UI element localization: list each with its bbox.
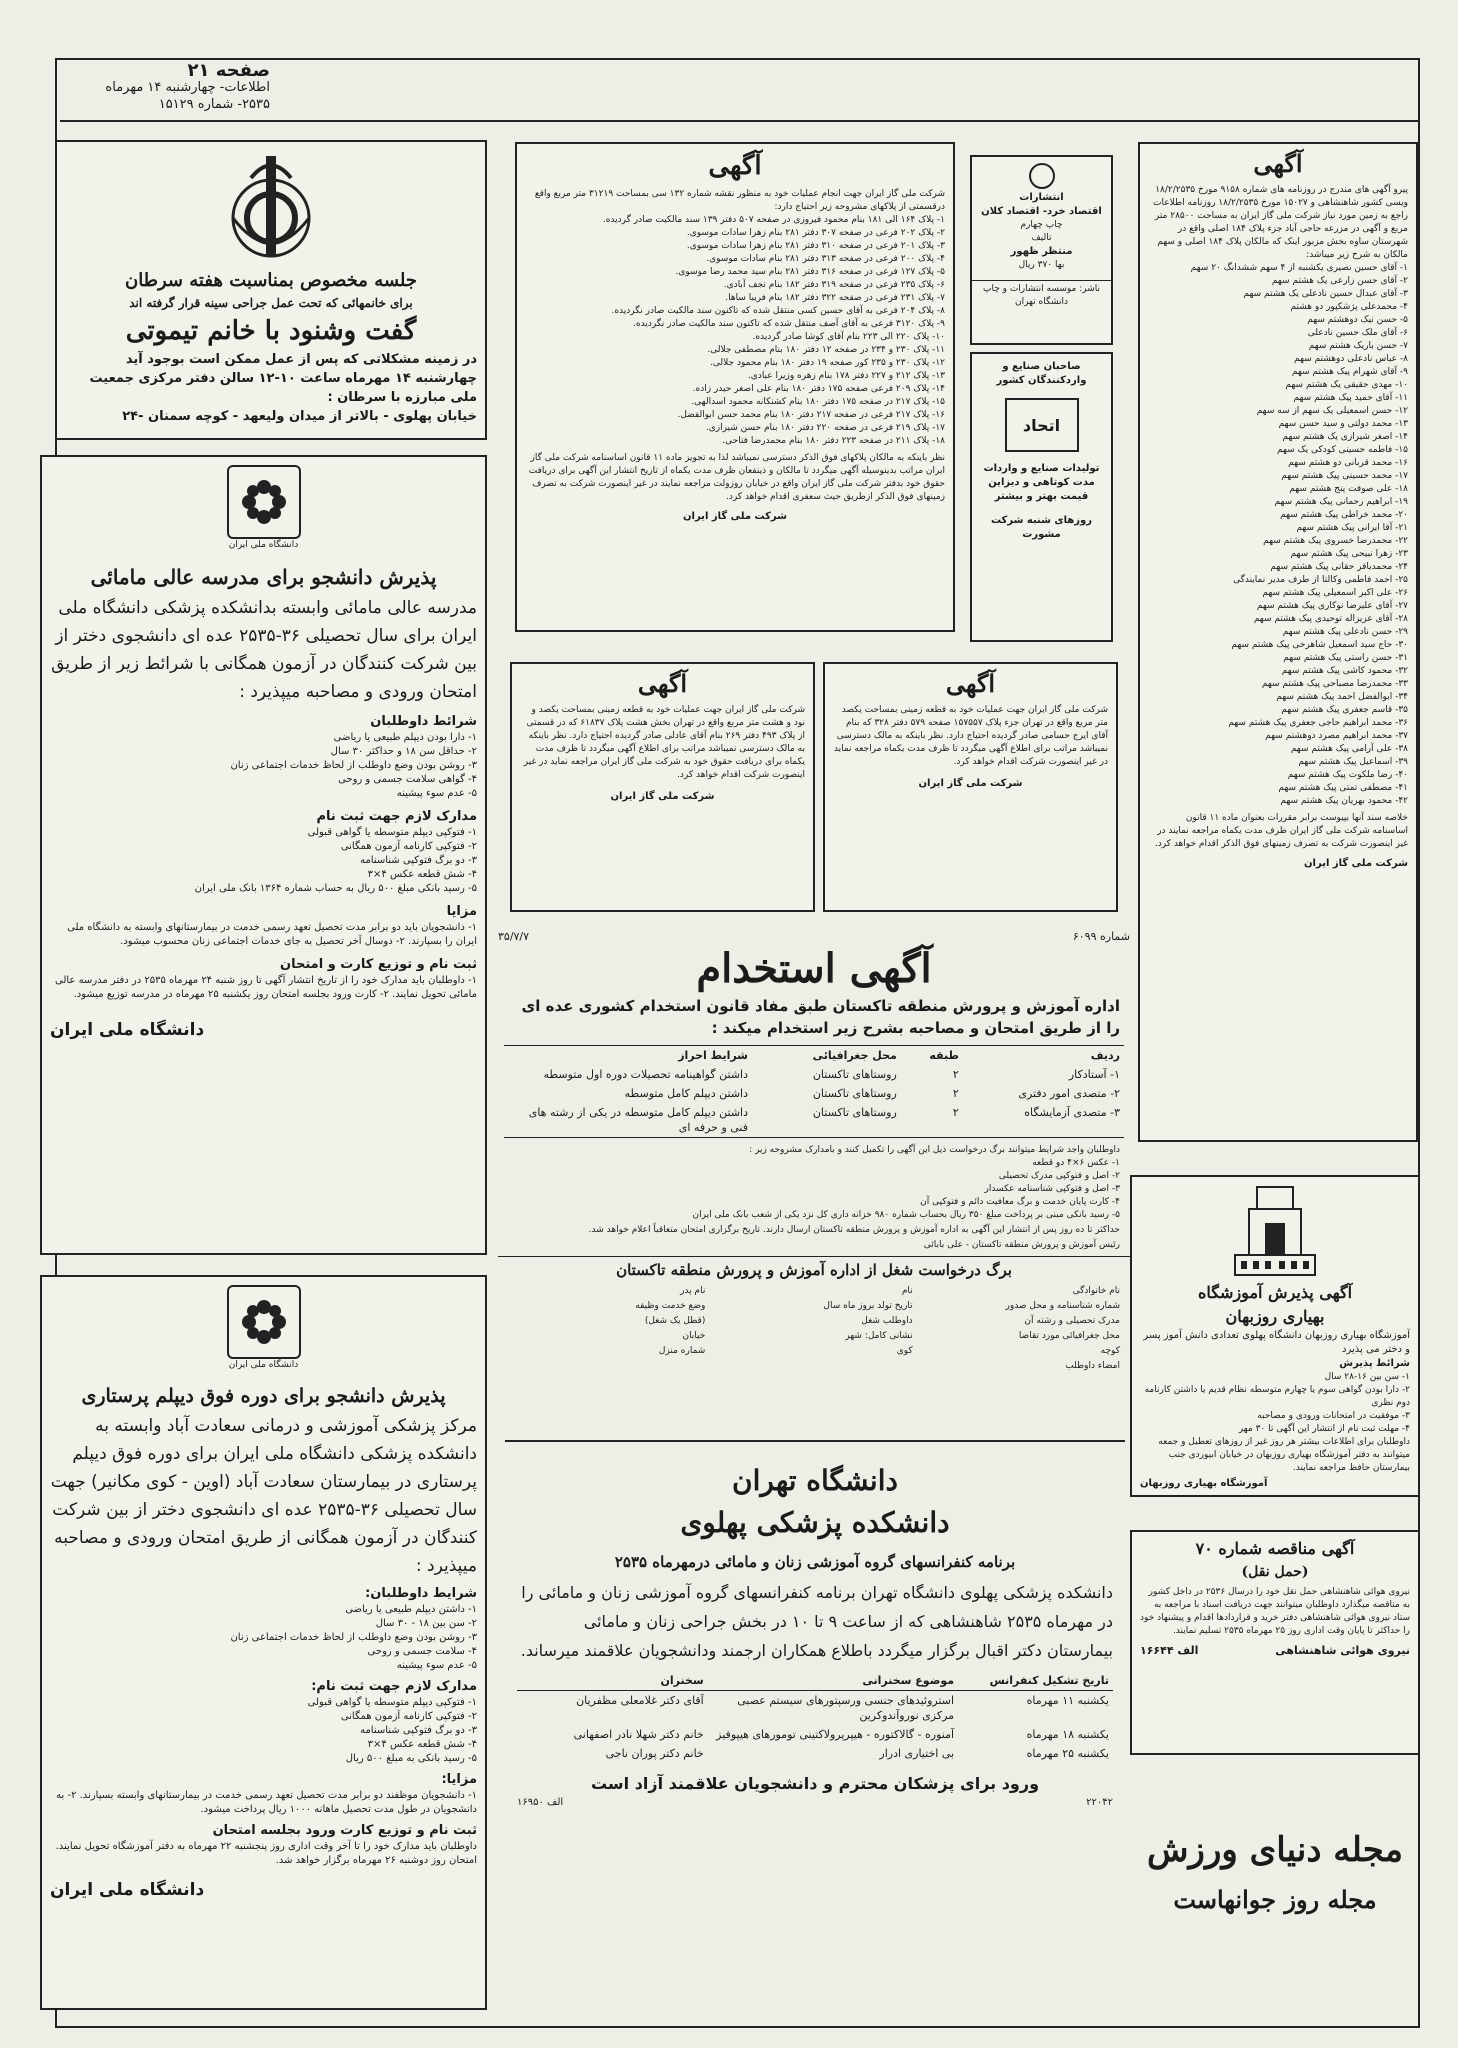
magazine-tagline: مجله روز جوانهاست — [1173, 1885, 1377, 1914]
cancer-headline: گفت وشنود با خانم تیموتی — [125, 316, 417, 346]
emblem-caption: دانشگاه ملی ایران — [228, 1360, 299, 1370]
book-footer: ناشر: موسسه انتشارات و چاپ دانشگاه تهران — [972, 280, 1111, 309]
list-item: ۴- شش قطعه عکس ۴×۳ — [367, 869, 477, 880]
conditions-heading: شرایط داوطلبان: — [365, 1586, 477, 1601]
page-number: صفحه ۲۱ — [187, 60, 270, 81]
list-item: ۱۵- پلاک ۲۱۷ در صفحه ۱۷۵ دفتر ۱۸۰ بنام کشنکانه محمود اسدالهی. — [691, 397, 945, 407]
table-cell: خانم دکتر شهلا نادر اصفهانی — [573, 1728, 704, 1741]
behyari-signature: آموزشگاه بهیاری روزبهان — [1140, 1478, 1268, 1489]
form-field: امضاء داوطلب — [1065, 1361, 1120, 1371]
list-item: ۳۵- قاسم جعفری پیک هشتم سهم — [1281, 705, 1408, 715]
cancer-society-ad — [55, 140, 487, 440]
list-item: ۲۱- آقا ایرانی پیک هشتم سهم — [1296, 523, 1408, 533]
list-item: ۳۲- محمود کاشی پیک هشتم سهم — [1281, 666, 1408, 676]
midwifery-lead: مدرسه عالی مامائی وابسته بدانشکده پزشکی دانشگاه ملی ایران برای سال تحصیلی ۳۶-۲۵۳۵ عده ای دانشجوی دختر از بین شرکت کنندگان در آزمون همگانی با شرائط زیر از طریق امتحان ورودی و مصاحبه میپذیرد : — [51, 598, 477, 702]
table-row — [504, 1065, 1124, 1084]
table-row — [504, 1084, 1124, 1103]
notice-title: آگهی — [945, 669, 996, 698]
list-item: ۲- فتوکپی کارنامه آزمون همگانی — [340, 841, 477, 852]
registration-text: ۱- داوطلبان باید مدارک خود را از تاریخ انتشار آگهی تا روز شنبه ۲۴ مهرماه ۲۵۳۵ در دفتر مدرسه عالی مامائی تحویل نمایند. ۲- کارت ورود بجلسه امتحان روز یکشنبه ۲۵ مهرماه در مدرسه توزیع میشود. — [55, 975, 477, 1000]
list-item: ۳- روشن بودن وضع داوطلب از لحاظ خدمات اجتماعی زنان — [230, 1632, 477, 1643]
requirements-lead: داوطلبان واجد شرایط میتوانند برگ درخواست ذیل این آگهی را تکمیل کنند و بامدارک مشروحه زیر : — [749, 1145, 1120, 1155]
book-title: اقتصاد خرد- اقتصاد کلان — [981, 206, 1102, 217]
national-university-logo — [227, 1285, 301, 1359]
gas-company-notice-2 — [510, 662, 815, 912]
table-row — [504, 1103, 1124, 1138]
list-item: ۵- حسن نیک دوهشتم سهم — [1307, 315, 1408, 325]
list-item: ۳- دو برگ فتوکپی شناسنامه — [360, 855, 477, 866]
employment-table — [504, 1045, 1124, 1138]
table-row — [517, 1725, 1113, 1744]
tender-signature: نیروی هوائی شاهنشاهی — [1275, 1644, 1410, 1657]
faculty-name: دانشکده پزشکی پهلوی — [680, 1506, 950, 1539]
form-field: شماره منزل — [658, 1346, 706, 1356]
employment-ad — [498, 930, 1130, 1430]
gas-company-notice-3 — [823, 662, 1118, 912]
conference-footer: ورود برای پزشکان محترم و دانشجویان علاقمند آزاد است — [590, 1774, 1040, 1793]
table-cell: ۳- متصدی آزمایشگاه — [1024, 1106, 1120, 1119]
table-cell: یکشنبه ۱۸ مهرماه — [1026, 1728, 1109, 1741]
cancer-address: خیابان پهلوی - بالاتر از میدان ولیعهد - کوچه سمنان -۲۴ — [122, 409, 477, 424]
notice-title: آگهی — [708, 151, 762, 181]
sports-magazine-ad — [1130, 1780, 1420, 2005]
university-name: دانشگاه تهران — [732, 1464, 898, 1497]
table-row — [517, 1691, 1113, 1726]
conference-subtitle: برنامه کنفرانسهای گروه آموزشی زنان و مامائی درمهرماه ۲۵۳۵ — [614, 1553, 1016, 1571]
list-item: ۱۹- ابراهیم رحمانی پیک هشتم سهم — [1274, 497, 1408, 507]
form-field: خیابان — [682, 1331, 706, 1341]
column-header: شرایط احراز — [678, 1049, 749, 1062]
list-item: ۲۷- آقای علیرضا نوکاری پیک هشتم سهم — [1256, 601, 1408, 611]
behyari-body: داوطلبان برای اطلاعات بیشتر هر روز غیر از روزهای تعطیل و جمعه میتوانند به دفتر آموزشگاه بهیاری روزبهان در خیابان ابیوردی جنب بیمارستان حافظ مراجعه نمایند. — [1158, 1437, 1410, 1473]
tender-subtitle: (حمل نقل) — [1241, 1564, 1309, 1580]
column-header: تاریخ تشکیل کنفرانس — [989, 1674, 1109, 1687]
list-item: ۸- عباس نادعلی دوهشتم سهم — [1294, 354, 1408, 364]
tender-ref: الف ۱۶۶۴۴ — [1140, 1644, 1199, 1657]
form-field: محل جغرافیائی مورد تقاضا — [1018, 1331, 1120, 1341]
notice-body: شرکت ملی گاز ایران جهت عملیات خود به قطعه زمینی بمساحت یکصد متر مربع واقع در تهران جزء پلاک ۱۵۷۵۵۷ صفحه ۵۷۹ دفتر ۳۲۸ که بنام آقای ایرج حسامی صادر گردیده احتیاج دارد. نظر باینکه به مالک دسترسی نمیباشد مراتب برای اطلاع آگهی میگردد تا ظرف مدت یکماه مراجعه نماید در غیر اینصورت شرکت اقدام خواهد کرد. — [833, 705, 1108, 767]
list-item: ۴۰- رضا ملکوت پیک هشتم سهم — [1287, 770, 1408, 780]
national-university-logo — [227, 465, 301, 539]
employment-signatory: رئیس آموزش و پرورش منطقه تاکستان - علی بابائی — [923, 1240, 1120, 1250]
list-item: ۵- رسید بانکی مبنی بر پرداخت مبلغ ۳۵۰ ریال بحساب شماره ۹۸۰ خزانه داری کل نزد یکی از شعب بانک ملی ایران — [692, 1210, 1120, 1220]
table-cell: بی اختیاری ادرار — [879, 1747, 955, 1760]
application-form-fields — [508, 1285, 1120, 1373]
conditions-heading: شرائط پذیرش — [1339, 1358, 1410, 1369]
book-price: بها ۳۷۰ ریال — [1018, 260, 1065, 270]
list-item: ۴۲- محمود بهریان پیک هشتم سهم — [1280, 796, 1408, 806]
list-item: ۲- اصل و فتوکپی مدرک تحصیلی — [998, 1171, 1120, 1181]
form-field: کوچه — [1100, 1346, 1120, 1356]
list-item: ۱- عکس ۶×۴ دو قطعه — [1032, 1158, 1120, 1168]
gas-company-notice-1 — [515, 142, 955, 632]
notice-signature: شرکت ملی گاز ایران — [918, 778, 1023, 789]
table-cell: روستاهای تاکستان — [812, 1087, 897, 1100]
list-item: ۶- آقای ملک حسین نادعلی — [1307, 328, 1408, 338]
notice-signature: شرکت ملی گاز ایران — [683, 511, 787, 522]
benefits-text: ۱- دانشجویان موظفند دو برابر مدت تحصیل تعهد رسمی خدمت در بیمارستانهای وابسته بسپارند. ۲- به دانشجویان در طول مدت تحصیل ماهانه ۱۰۰۰ ریال پرداخت میشود. — [56, 1790, 477, 1815]
industry-header: صاحبان صنایع و واردکنندگان کشور — [996, 361, 1087, 386]
industry-footer: روزهای شنبه شرکت مشورت — [990, 515, 1093, 540]
form-field: نشانی کامل: شهر — [845, 1331, 913, 1341]
table-header-row — [517, 1671, 1113, 1691]
list-item: ۵- رسید بانکی مبلغ ۵۰۰ ریال به حساب شماره ۱۳۶۴ بانک ملی ایران — [194, 883, 477, 894]
cancer-session-subtitle: برای خانمهائی که تحت عمل جراحی سینه قرار گرفته اند — [129, 296, 413, 310]
registration-heading: ثبت نام و توزیع کارت ورود بجلسه امتحان — [212, 1823, 477, 1838]
list-item: ۱۰- پلاک ۲۲۰ الی ۲۲۳ بنام آقای کوشا صادر گردیده. — [752, 332, 945, 342]
form-field: داوطلب شغل — [861, 1316, 913, 1326]
list-item: ۳۱- حسن راستی پیک هشتم سهم — [1283, 653, 1408, 663]
list-item: ۳- دو برگ فتوکپی شناسنامه — [360, 1725, 477, 1736]
list-item: ۴- شش قطعه عکس ۴×۳ — [367, 1739, 477, 1750]
list-item: ۲۸- آقای عزیزاله توحیدی پیک هشتم سهم — [1253, 614, 1408, 624]
book-ad — [970, 155, 1113, 345]
nursing-title: پذیرش دانشجو برای دوره فوق دیپلم پرستاری — [81, 1385, 446, 1407]
conference-table — [517, 1671, 1113, 1763]
list-item: ۵- عدم سوء پیشینه — [396, 1660, 477, 1671]
midwifery-title: پذیرش دانشجو برای مدرسه عالی مامائی — [90, 565, 437, 589]
list-item: ۱۱- آقای حمید پیک هشتم سهم — [1293, 393, 1408, 403]
gas-company-notice-right — [1138, 142, 1418, 1142]
list-item: ۱۲- حسن اسمعیلی یک سهم از سه سهم — [1256, 406, 1408, 416]
flower-emblem-icon — [239, 1297, 289, 1347]
list-item: ۶- پلاک ۲۳۵ فرعی در صفحه ۳۱۹ دفتر ۱۸۲ بنام نجف آبادی. — [723, 280, 945, 290]
list-item: ۲- پلاک ۲۰۲ فرعی در صفحه ۳۰۷ دفتر ۲۸۱ بنام زهرا سادات موسوی. — [686, 228, 945, 238]
conditions-heading: شرائط داوطلبان — [370, 714, 477, 729]
list-item: ۴- کارت پایان خدمت و برگ معافیت دائم و فتوکپی آن — [920, 1197, 1120, 1207]
requirements-list — [508, 1157, 1120, 1222]
book-edition: چاپ چهارم — [1020, 220, 1063, 230]
flower-emblem-icon — [239, 477, 289, 527]
table-cell: یکشنبه ۲۵ مهرماه — [1026, 1747, 1109, 1760]
form-field: نام — [901, 1286, 913, 1296]
list-item: ۱۵- فاطمه حسینی کودکی یک سهم — [1277, 445, 1408, 455]
nursing-admission-ad — [40, 1275, 487, 2010]
table-cell: روستاهای تاکستان — [812, 1106, 897, 1119]
table-cell: ۲ — [952, 1068, 959, 1081]
employment-number: شماره ۶۰۹۹ — [1072, 930, 1130, 943]
list-item: ۲۴- محمدباقر حقانی پیک هشتم سهم — [1270, 562, 1408, 572]
conditions-list — [50, 731, 477, 801]
column-header: محل جغرافیائی — [812, 1049, 897, 1062]
employment-title: آگهی استخدام — [696, 945, 932, 992]
table-row — [517, 1744, 1113, 1763]
list-item: ۱۷- پلاک ۲۱۹ فرعی در صفحه ۲۲۰ دفتر ۱۸۰ بنام حسن شیرازی. — [705, 423, 945, 433]
list-item: ۲۳- زهرا نبیحی پیک هشتم سهم — [1290, 549, 1408, 559]
list-item: ۱- فتوکپی دیپلم متوسطه یا گواهی قبولی — [307, 827, 477, 838]
table-cell: ۲ — [952, 1087, 959, 1100]
list-item: ۴- محمدعلی پژشکپور دو هشتم — [1290, 302, 1408, 312]
column-header: طبقه — [929, 1049, 959, 1062]
list-item: ۲۶- علی اکبر اسمعیلی پیک هشتم سهم — [1262, 588, 1408, 598]
ittehad-logo: اتحاد — [1005, 398, 1079, 452]
cancer-session-title: جلسه مخصوص بمناسبت هفته سرطان — [124, 270, 418, 291]
list-item: ۱۴- اصغر شیرازی یک هشتم سهم — [1282, 432, 1408, 442]
notice-signature: شرکت ملی گاز ایران — [1304, 858, 1408, 869]
registration-text: داوطلبان باید مدارک خود را تا آخر وقت اداری روز پنجشنبه ۲۲ مهرماه به دفتر آموزشگاه تحویل نمایند. امتحان روز دوشنبه ۲۶ مهرماه برگزار خواهد شد. — [55, 1841, 477, 1866]
list-item: ۷- حسن باریک هشتم سهم — [1308, 341, 1408, 351]
list-item: ۴- مهلت ثبت نام از انتشار این آگهی تا ۳۰ مهر — [1238, 1424, 1410, 1434]
list-item: ۳۸- علی آرامی پیک هشتم سهم — [1290, 744, 1408, 754]
list-item: ۱۳- محمد دولتی و سید حسن سهم — [1278, 419, 1408, 429]
list-item: ۱- آقای حسین نصیری یکشنبه از ۴ سهم ششدانگ ۲۰ سهم — [1190, 263, 1408, 273]
book-author-label: تالیف — [1031, 233, 1052, 243]
behyari-title: آگهی پذیرش آموزشگاه — [1197, 1283, 1353, 1302]
employment-date: ۳۵/۷/۷ — [498, 930, 530, 943]
list-item: ۱- پلاک ۱۶۴ الی ۱۸۱ بنام محمود فیروزی در صفحه ۵۰۷ دفتر ۱۳۹ سند مالکیت صادر گردیده. — [602, 215, 945, 225]
table-cell: روستاهای تاکستان — [812, 1068, 897, 1081]
form-field: کوی — [896, 1346, 913, 1356]
list-item: ۲- سن بین ۱۸ - ۳۰ سال — [375, 1618, 477, 1629]
book-author: منتظر ظهور — [1010, 246, 1073, 257]
industry-body: تولیدات صنایع و واردات مدت کوتاهی و دیزاین قیمت بهتر و بیشتر — [983, 463, 1100, 502]
ad-ref-left: الف ۱۶۹۵۰ — [517, 1797, 564, 1808]
list-item: ۷- پلاک ۲۳۱ فرعی در صفحه ۳۲۲ دفتر ۱۸۲ بنام فریبا ساها. — [725, 293, 945, 303]
notice-closing: خلاصه سند آنها بپیوست برابر مقررات بعنوان ماده ۱۱ قانون اساسنامه شرکت ملی گاز ایران ظرف مدت یکماه مراجعه نمایند در غیر اینصورت شرکت به تصرف زمینهای فوق الذکر اقدام خواهد کرد. — [1154, 813, 1408, 849]
industry-ad — [970, 352, 1113, 642]
list-item: ۲- دارا بودن گواهی سوم یا چهارم متوسطه نظام قدیم یا داشتن کارنامه دوم نظری — [1144, 1385, 1410, 1408]
benefits-heading: مزایا: — [441, 1772, 477, 1787]
employment-closing: حداکثر تا ده روز پس از انتشار این آگهی به اداره آموزش و پرورش منطقه تاکستان ارسال دارند. تاریخ برگزاری امتحان متعاقباً اعلام خواهد شد. — [588, 1225, 1120, 1235]
list-item: ۱۱- پلاک ۲۳۰ و ۲۳۴ در صفحه ۱۲ دفتر ۱۸۰ بنام مصطفی جلالی. — [707, 345, 945, 355]
table-header-row — [504, 1046, 1124, 1066]
list-item: ۲- حداقل سن ۱۸ و حداکثر ۳۰ سال — [330, 746, 477, 757]
midwifery-signature: دانشگاه ملی ایران — [50, 1020, 205, 1040]
form-field: مدرک تحصیلی و رشته آن — [1024, 1316, 1120, 1326]
application-form-title: برگ درخواست شغل از اداره آموزش و پرورش منطقه تاکستان — [498, 1256, 1130, 1283]
list-item: ۹- آقای شهرام پیک هشتم سهم — [1291, 367, 1408, 377]
notice-signature: شرکت ملی گاز ایران — [610, 791, 715, 802]
list-item: ۳- موفقیت در امتحانات ورودی و مصاحبه — [1257, 1411, 1410, 1421]
table-cell: آقای دکتر غلامعلی مظفریان — [576, 1694, 704, 1707]
table-cell: استروئیدهای جنسی ورسپتورهای سیستم عصبی مرکزی نوروآندوکرین — [737, 1694, 955, 1722]
list-item: ۸- پلاک ۲۰۴ فرعی به آقای حسین کسی منتقل شده که تاکنون سند مالکیت صادر نگردیده. — [611, 306, 945, 316]
book-publisher: انتشارات — [1019, 192, 1064, 203]
list-item: ۲۵- احمد فاطمی وکالتا از طرف مدیر نمایندگی — [1233, 575, 1408, 585]
list-item: ۳- روشن بودن وضع داوطلب از لحاظ خدمات اجتماعی زنان — [230, 760, 477, 771]
behyari-school-ad — [1130, 1175, 1420, 1497]
benefits-heading: مزایا — [446, 904, 477, 919]
notice-title: آگهی — [1253, 149, 1303, 178]
form-field: تاریخ تولد بروز ماه سال — [823, 1301, 913, 1311]
notice-body: شرکت ملی گاز ایران جهت انجام عملیات خود به منظور نقشه شماره ۱۳۲ سی بمساحت ۳۱۲۱۹ متر مربع واقع درقسمتی از پلاکهای مشروحه زیر احتیاج دارد: — [534, 189, 945, 212]
form-field: شماره شناسنامه و محل صدور — [1005, 1301, 1120, 1311]
employment-lead: اداره آموزش و پرورش منطقه تاکستان طبق مفاد قانون استخدام کشوری عده ای را از طریق امتحان و مصاحبه بشرح زیر استخدام میکند : — [521, 997, 1120, 1037]
owner-list — [1148, 262, 1408, 808]
notice-closing: نظر باینکه به مالکان پلاکهای فوق الذکر دسترسی نمیباشد لذا به تجویز ماده ۱۱ قانون اساسنامه شرکت ملی گاز ایران مراتب بدینوسیله آگهی میگردد تا مالکان و ذینفعان ظرف مدت یکماه از تاریخ انتشار این آگهی برای دریافت حقوق خود بدفتر شرکت ملی گاز ایران واقع در خیابان روزولت مراجعه نمایند در غیر اینصورت شرکت به تصرف زمینهای فوق الذکر ازطریق حیث سعفری اقدام خواهد کرد. — [528, 453, 945, 502]
midwifery-admission-ad — [40, 455, 487, 1255]
conditions-list — [50, 1603, 477, 1673]
behyari-lead: آموزشگاه بهیاری روزبهان دانشگاه پهلوی تعدادی دانش آموز پسر و دختر می پذیرد — [1143, 1330, 1410, 1355]
list-item: ۱- دارا بودن دیپلم طبیعی یا ریاضی — [333, 732, 477, 743]
list-item: ۳۴- ابوالفضل احمد پیک هشتم سهم — [1276, 692, 1408, 702]
form-field: نام پدر — [680, 1286, 706, 1296]
form-field: وضع خدمت وظیفه — [635, 1301, 706, 1311]
air-force-tender-ad — [1130, 1530, 1420, 1755]
documents-list — [50, 1696, 477, 1766]
list-item: ۳۳- محمدرضا مصباحی پیک هشتم سهم — [1261, 679, 1408, 689]
list-item: ۴- پلاک ۲۰۰ فرعی در صفحه ۳۱۳ دفتر ۲۸۱ بنام سادات موسوی. — [706, 254, 945, 264]
notice-body: شرکت ملی گاز ایران جهت عملیات خود به قطعه زمینی بمساحت یکصد و نود و هشت متر مربع واقع در تهران بخش هشت پلاک ۶۱۸۳۷ که در قسمتی از پلاک ۴۹۳ دفتر ۲۶۹ بنام آقای عادلی صادر گردیده احتیاج دارد. نظر باینکه به مالک دسترسی نمیباشد مراتب برای اطلاع آگهی میگردد تا ظرف مدت یکماه برای دریافت حقوق خود به شرکت ملی گاز ایران مراجعه نماید در غیر اینصورت شرکت اقدام خواهد کرد. — [523, 705, 805, 780]
list-item: ۱- داشتن دیپلم طبیعی یا ریاضی — [345, 1604, 477, 1615]
list-item: ۳- پلاک ۲۰۱ فرعی در صفحه ۳۱۰ دفتر ۲۸۱ بنام زهرا سادات موسوی. — [686, 241, 945, 251]
table-cell: یکشنبه ۱۱ مهرماه — [1026, 1694, 1109, 1707]
documents-heading: مدارک لازم جهت ثبت نام: — [311, 1679, 477, 1694]
issue-number: ۲۵۳۵- شماره ۱۵۱۲۹ — [158, 97, 270, 112]
tehran-university-conference-ad — [505, 1440, 1125, 2012]
ad-reference-numbers — [517, 1797, 1113, 1808]
nursing-signature: دانشگاه ملی ایران — [50, 1880, 205, 1900]
list-item: ۲- آقای حسن زارعی یک هشتم سهم — [1271, 276, 1408, 286]
list-item: ۲۹- حسن نادعلی پیک هشتم سهم — [1282, 627, 1408, 637]
list-item: ۱۲- پلاک ۲۳۰ و ۲۳۵ کور صفحه ۱۹ دفتر ۱۸۰ بنام محمود جلالی. — [710, 358, 945, 368]
plot-list — [525, 214, 945, 448]
table-cell: آمنوره - گالاکتوره - هیپرپرولاکتینی تومورهای هیپوفیز — [716, 1728, 955, 1741]
issue-date: اطلاعات- چهارشنبه ۱۴ مهرماه — [105, 80, 270, 95]
documents-heading: مدارک لازم جهت ثبت نام — [316, 809, 477, 824]
list-item: ۵- عدم سوء پیشینه — [396, 788, 477, 799]
table-cell: ۱- آستادکار — [1068, 1068, 1120, 1081]
ad-ref-right: ۲۲۰۴۲ — [1086, 1797, 1113, 1808]
list-item: ۲- فتوکپی کارنامه آزمون همگانی — [340, 1711, 477, 1722]
table-cell: خانم دکتر پوران ناجی — [605, 1747, 704, 1760]
cancer-body: در زمینه مشکلاتی که پس از عمل ممکن است بوجود آید چهارشنبه ۱۴ مهرماه ساعت ۱۰-۱۲ سالن دفتر مرکزی جمعیت ملی مبارزه با سرطان : — [89, 352, 477, 405]
table-cell: ۲- متصدی امور دفتری — [1018, 1087, 1120, 1100]
notice-intro: پیرو آگهی های مندرج در روزنامه های شماره ۹۱۵۸ مورخ ۱۸/۲/۲۵۳۵ ویسی کشور شاهنشاهی و ۱۵۰۲۷ مورخ ۱۸/۲/۲۵۳۵ روزنامه اطلاعات راجع به زمین مورد نیاز شرکت ملی گاز ایران به مساحت ۲۸۵۰۰ متر مربع و آگهی در مزرعه حاجی آباد جزء پلاک ۱۸۴ اصلی واقع در شهرستان ساوه بخش مزبور اینک که مالکان پلاک ۱۸۴ اصلی و سهم مالکان به شرح زیر میباشد: — [1153, 185, 1408, 260]
notice-title: آگهی — [637, 669, 688, 698]
list-item: ۲۰- محمد خراطی پیک هشتم سهم — [1280, 510, 1408, 520]
benefits-text: ۱- دانشجویان باید دو برابر مدت تحصیل تعهد رسمی خدمت در بیمارستانهای وابسته به دانشگاه ملی ایران را بسپارند. ۲- دوسال آخر تحصیل به جای خدمات اجتماعی زنان محسوب میشود. — [67, 922, 477, 947]
tender-title: آگهی مناقصه شماره ۷۰ — [1195, 1539, 1355, 1558]
list-item: ۹- پلاک ۳۱۲۰ فرعی به آقای آصف منتقل شده که تاکنون سند مالکیت صادر نگردیده. — [633, 319, 945, 329]
list-item: ۴- گواهی سلامت جسمی و روحی — [338, 774, 477, 785]
list-item: ۱۶- پلاک ۲۱۷ فرعی در صفحه ۲۱۷ دفتر ۱۸۰ بنام محمد حسن ابوالفضل. — [677, 410, 945, 420]
list-item: ۳۹- اسماعیل پیک هشتم سهم — [1298, 757, 1408, 767]
list-item: ۱۰- مهدی حقیقی یک هشتم سهم — [1285, 380, 1408, 390]
list-item: ۳۰- حاج سید اسمعیل شاهرخی پیک هشتم سهم — [1231, 640, 1408, 650]
list-item: ۱۳- پلاک ۲۱۲ و ۲۲۷ دفتر ۱۷۸ بنام زهره وزیرا عبادی. — [747, 371, 945, 381]
employment-numbers — [498, 930, 1130, 943]
list-item: ۱- سن بین ۱۶-۲۸ سال — [1324, 1372, 1410, 1382]
table-cell: داشتن دیپلم کامل متوسطه — [624, 1087, 749, 1100]
column-header: موضوع سخنرانی — [862, 1674, 955, 1687]
column-header: ردیف — [1090, 1049, 1120, 1062]
table-cell: داشتن دیپلم کامل متوسطه در یکی از رشته های فنی و حرفه ای — [528, 1106, 749, 1134]
list-item: ۱- فتوکپی دیپلم متوسطه یا گواهی قبولی — [307, 1697, 477, 1708]
list-item: ۵- رسید بانکی به مبلغ ۵۰۰ ریال — [345, 1753, 477, 1764]
page-header — [60, 60, 1420, 122]
tender-footer — [1140, 1644, 1410, 1657]
registration-heading: ثبت نام و توزیع کارت و امتحان — [280, 957, 477, 972]
list-item: ۴- سلامت جسمی و روحی — [367, 1646, 477, 1657]
list-item: ۱۴- پلاک ۲۰۹ فرعی صفحه ۱۷۵ دفتر ۱۸۰ بنام علی اصغر حیدر زاده. — [692, 384, 945, 394]
conditions-list — [1140, 1371, 1410, 1436]
nursing-lead: مرکز پزشکی آموزشی و درمانی سعادت آباد وابسته به دانشکده پزشکی دانشگاه ملی ایران برای دوره فوق دیپلم پرستاری در بیمارستان سعادت آباد (اوین - کوی مکانیر) جهت سال تحصیلی ۳۶-۲۵۳۵ عده ای دانشجوی دختر از بین شرکت کنندگان در آزمون همگانی از طریق امتحان ورودی و مصاحبه میپذیرد : — [50, 1416, 477, 1576]
column-header: سخنران — [660, 1674, 704, 1687]
list-item: ۳- اصل و فتوکپی شناسنامه عکسدار — [984, 1184, 1120, 1194]
list-item: ۱۷- محمد حسینی پیک هشتم سهم — [1281, 471, 1408, 481]
behyari-school-name: بهیاری روزبهان — [1225, 1307, 1325, 1326]
form-field: (قطل یک شغل) — [644, 1316, 706, 1326]
issue-info — [70, 62, 270, 113]
magazine-title: مجله دنیای ورزش — [1147, 1830, 1403, 1870]
list-item: ۴۱- مصطفی تمتی پیک هشتم سهم — [1278, 783, 1408, 793]
list-item: ۱۸- پلاک ۲۱۱ در صفحه ۲۲۳ دفتر ۱۸۰ بنام محمدرضا فتاحی. — [722, 436, 945, 446]
list-item: ۳۷- محمد ابراهیم مصرد دوهشتم سهم — [1265, 731, 1408, 741]
school-building-emblem-icon — [1229, 1181, 1321, 1281]
list-item: ۳۶- محمد ابراهیم حاجی جعفری پیک هشتم سهم — [1228, 718, 1408, 728]
documents-list — [50, 826, 477, 896]
emblem-caption: دانشگاه ملی ایران — [228, 540, 299, 550]
cancer-society-emblem-icon — [211, 148, 331, 268]
table-cell: ۲ — [952, 1106, 959, 1119]
list-item: ۳- آقای عبدال حسین نادعلی یک هشتم سهم — [1243, 289, 1408, 299]
tender-body: نیروی هوائی شاهنشاهی حمل نقل خود را درسال ۲۵۳۶ در داخل کشور به مناقصه میگذارد داوطلبان میتوانند جهت دریافت اسناد با مراجعه به ستاد نیروی هوائی شاهنشاهی دفتر خرید و قراردادها اقدام و پیشنهاد خود را حداکثر تا پایان وقت اداری روز ۲۵ مهرماه ۲۵۳۵ تسلیم نمایند. — [1140, 1587, 1410, 1636]
conference-body: دانشکده پزشکی پهلوی دانشگاه تهران برنامه کنفرانسهای گروه آموزشی زنان و مامائی را در مهرماه ۲۵۳۵ شاهنشاهی که از ساعت ۹ تا ۱۰ در بخش جراحی زنان و مامائی بیمارستان دکتر اقبال برگزار میگردد باطلاع همکاران ارجمند ودانشجویان علاقمند میرساند. — [520, 1583, 1113, 1660]
list-item: ۲۲- محمدرضا خسروی پیک هشتم سهم — [1263, 536, 1408, 546]
list-item: ۵- پلاک ۱۲۷ فرعی در صفحه ۳۱۶ دفتر ۲۸۱ بنام سید محمد رضا موسوی. — [675, 267, 945, 277]
form-field: نام خانوادگی — [1072, 1286, 1120, 1296]
table-cell: داشتن گواهینامه تحصیلات دوره اول متوسطه — [543, 1068, 749, 1081]
list-item: ۱۶- محمد قربانی دو هشتم سهم — [1288, 458, 1408, 468]
publisher-logo-icon — [1029, 163, 1055, 189]
list-item: ۱۸- علی صوفت پنج هشتم سهم — [1289, 484, 1408, 494]
